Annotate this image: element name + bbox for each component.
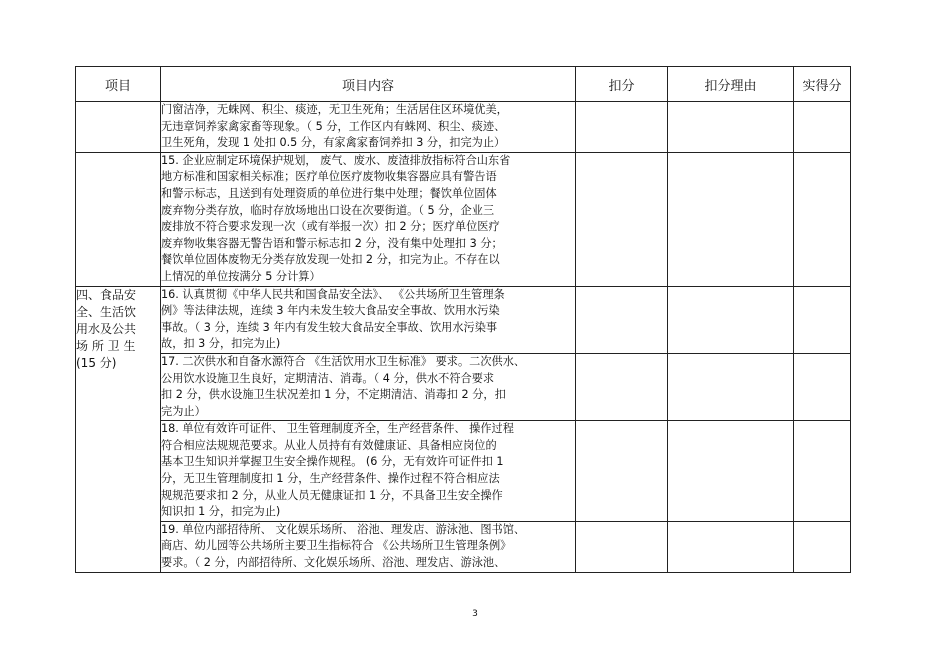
content-line: 事故。（ 3 分，连续 3 年内有发生较大食品安全事故、饮用水污染事 (161, 320, 498, 334)
table-row (76, 421, 851, 522)
content-cell (161, 286, 576, 353)
content-cell (161, 152, 576, 286)
content-line: 上情况的单位按满分 5 分计算） (161, 269, 321, 283)
deduction-cell[interactable] (576, 521, 668, 572)
actual-score-cell[interactable] (794, 102, 851, 153)
content-line: 无违章饲养家禽家畜等现象。（ 5 分，工作区内有蛛网、积尘、痰迹、 (161, 119, 506, 133)
table-row (76, 102, 851, 153)
category-line: 场 所 卫 生 (76, 338, 136, 353)
deduction-cell[interactable] (576, 421, 668, 522)
scoring-table (75, 66, 851, 573)
header-reason: 扣分理由 (668, 67, 794, 102)
reason-cell[interactable] (668, 353, 794, 420)
header-actual: 实得分 (794, 67, 851, 102)
content-line: 19. 单位内部招待所、 文化娱乐场所、 浴池、理发店、游泳池、图书馆、 (161, 522, 526, 536)
content-line: 餐饮单位固体废物无分类存放发现一处扣 2 分，扣完为止。不存在以 (161, 253, 500, 267)
content-line: 完为止） (161, 404, 206, 418)
content-line: 卫生死角，发现 1 处扣 0.5 分，有家禽家畜饲养扣 3 分，扣完为止） (161, 136, 506, 150)
content-cell (161, 102, 576, 153)
deduction-cell[interactable] (576, 102, 668, 153)
content-line: 和警示标志，且送到有处理资质的单位进行集中处理；餐饮单位固体 (161, 186, 497, 200)
content-line: 15. 企业应制定环境保护规划， 废气、废水、废渣排放指标符合山东省 (161, 153, 511, 167)
reason-cell[interactable] (668, 152, 794, 286)
category-line: 用水及公共 (76, 321, 137, 336)
content-line: 故，扣 3 分，扣完为止) (161, 337, 281, 351)
content-line: 基本卫生知识并掌握卫生安全操作规程。 (6 分，无有效许可证件扣 1 (161, 455, 504, 469)
category-cell (76, 286, 161, 572)
header-content: 项目内容 (161, 67, 576, 102)
table-row (76, 353, 851, 420)
actual-score-cell[interactable] (794, 421, 851, 522)
category-line: 全、生活饮 (76, 304, 137, 319)
content-line: 17. 二次供水和自备水源符合 《生活饮用水卫生标准》 要求。二次供水、 (161, 354, 526, 368)
content-line: 地方标准和国家相关标准；医疗单位医疗废物收集容器应具有警告语 (161, 170, 497, 184)
page-number: 3 (472, 609, 478, 619)
content-cell (161, 421, 576, 522)
content-line: 分，无卫生管理制度扣 1 分，生产经营条件、操作过程不符合相应法 (161, 472, 500, 486)
content-line: 知识扣 1 分，扣完为止) (161, 505, 281, 519)
deduction-cell[interactable] (576, 353, 668, 420)
content-line: 废排放不符合要求发现一次（或有举报一次）扣 2 分；医疗单位医疗 (161, 220, 500, 234)
item-cell-empty (76, 152, 161, 286)
content-line: 例》等法律法规，连续 3 年内未发生较大食品安全事故、饮用水污染 (161, 304, 500, 318)
header-item: 项目 (76, 67, 161, 102)
content-cell (161, 521, 576, 572)
content-cell (161, 353, 576, 420)
table-row (76, 152, 851, 286)
content-line: 门窗洁净，无蛛网、积尘、痰迹，无卫生死角；生活居住区环境优美， (161, 103, 508, 116)
reason-cell[interactable] (668, 521, 794, 572)
content-line: 废弃物收集容器无警告语和警示标志扣 2 分，没有集中处理扣 3 分； (161, 236, 503, 250)
category-line: 四、食品安 (76, 287, 137, 302)
reason-cell[interactable] (668, 421, 794, 522)
content-line: 公用饮水设施卫生良好，定期清洁、消毒。（ 4 分，供水不符合要求 (161, 371, 495, 385)
category-line: (15 分) (76, 355, 117, 370)
content-line: 扣 2 分，供水设施卫生状况差扣 1 分，不定期清洁、消毒扣 2 分，扣 (161, 388, 506, 402)
item-cell-empty (76, 102, 161, 153)
deduction-cell[interactable] (576, 286, 668, 353)
header-row (76, 67, 851, 102)
reason-cell[interactable] (668, 102, 794, 153)
content-line: 商店、幼儿园等公共场所主要卫生指标符合 《公共场所卫生管理条例》 (161, 539, 512, 553)
actual-score-cell[interactable] (794, 152, 851, 286)
actual-score-cell[interactable] (794, 353, 851, 420)
content-line: 要求。（ 2 分，内部招待所、文化娱乐场所、浴池、理发店、游泳池、 (161, 556, 506, 570)
content-line: 16. 认真贯彻《中华人民共和国食品安全法》、 《公共场所卫生管理条 (161, 287, 505, 301)
content-line: 规规范要求扣 2 分，从业人员无健康证扣 1 分，不具备卫生安全操作 (161, 488, 503, 502)
content-line: 18. 单位有效许可证件、 卫生管理制度齐全，生产经营条件、 操作过程 (161, 422, 514, 436)
table-row (76, 521, 851, 572)
content-line: 符合相应法规规范要求。从业人员持有有效健康证、具备相应岗位的 (161, 438, 497, 452)
reason-cell[interactable] (668, 286, 794, 353)
actual-score-cell[interactable] (794, 286, 851, 353)
table-row (76, 286, 851, 353)
header-deduction: 扣分 (576, 67, 668, 102)
content-line: 废弃物分类存放，临时存放场地出口设在次要街道。（ 5 分，企业三 (161, 203, 495, 217)
deduction-cell[interactable] (576, 152, 668, 286)
actual-score-cell[interactable] (794, 521, 851, 572)
